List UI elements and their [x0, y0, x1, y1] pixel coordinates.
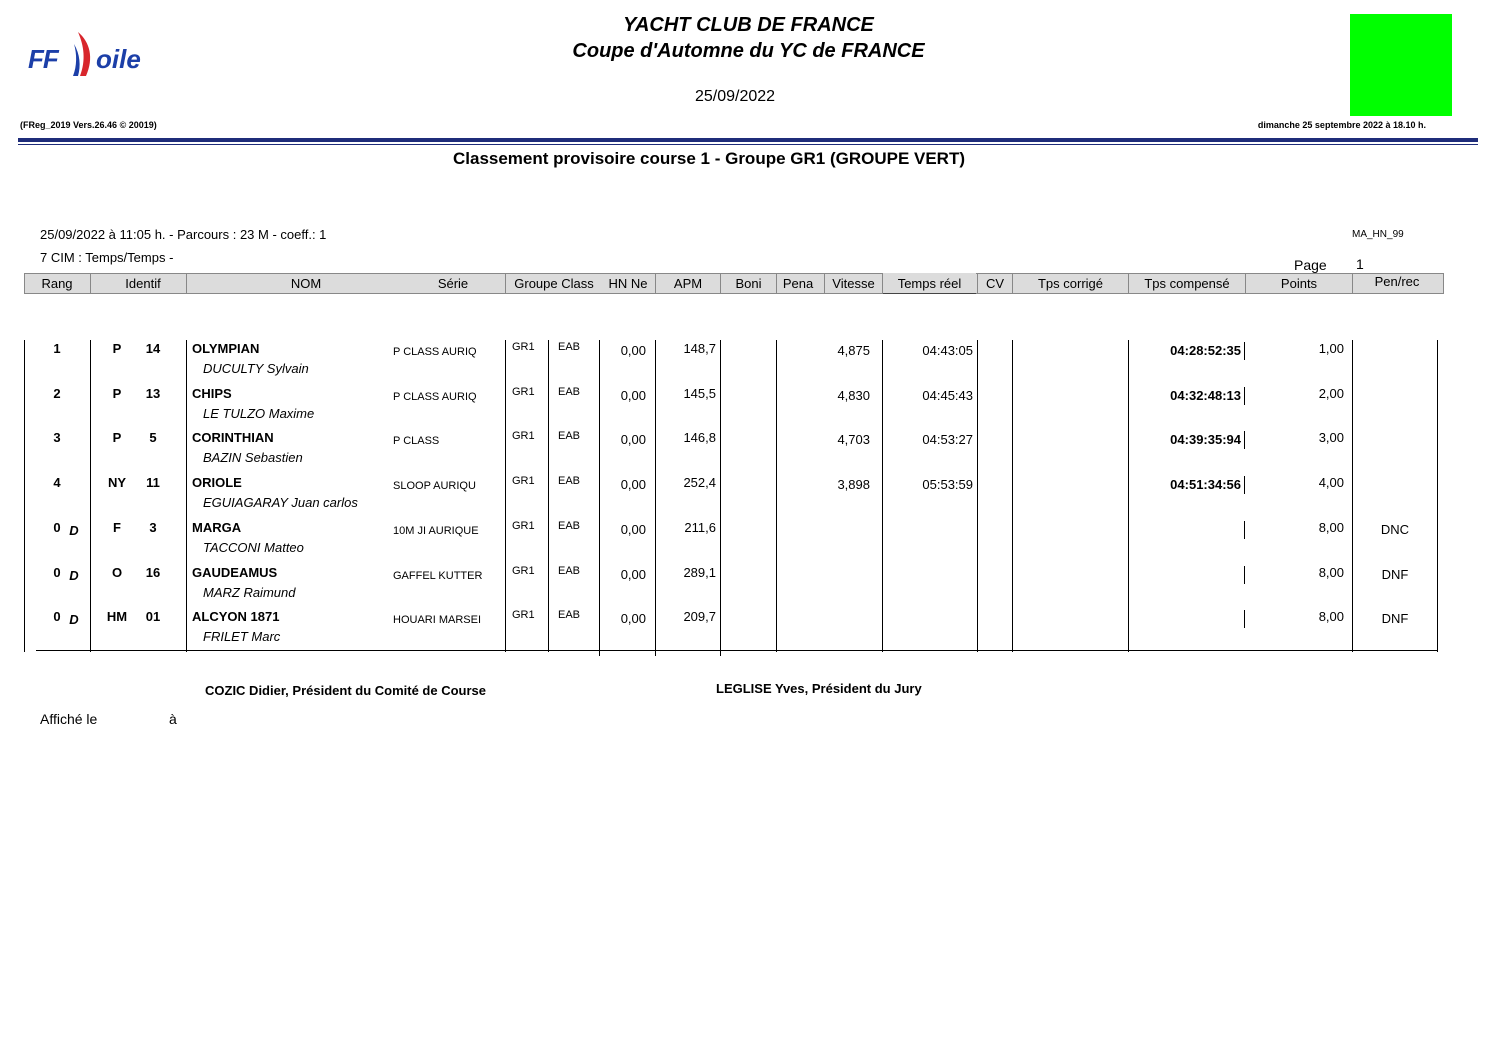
row-tick	[1244, 431, 1245, 449]
cell-groupe: GR1	[512, 341, 535, 353]
ranking-title: Classement provisoire course 1 - Groupe GR1 (GROUPE VERT)	[452, 149, 966, 168]
cell-boat-name: CORINTHIAN	[192, 430, 274, 446]
cell-sail-prefix: O	[111, 564, 123, 580]
cell-serie: HOUARI MARSEI	[393, 614, 482, 627]
cell-groupe: GR1	[512, 385, 535, 398]
row-tick	[1244, 521, 1245, 539]
cell-serie: P CLASS AURIQ	[393, 390, 477, 403]
cell-skipper: LE TULZO Maxime	[203, 405, 315, 421]
col-tps-corrige: Tps corrigé	[1037, 276, 1104, 291]
cell-temps-reel: 05:53:59	[922, 477, 973, 493]
cell-serie: 10M JI AURIQUE	[393, 524, 479, 537]
race-info: 25/09/2022 à 11:05 h. - Parcours : 23 M - coeff.: 1	[40, 227, 327, 242]
cell-skipper: TACCONI Matteo	[203, 539, 304, 555]
cell-rang: 0	[53, 564, 61, 580]
cell-classe: EAB	[558, 341, 581, 353]
cell-hn: 0,00	[620, 566, 646, 582]
col-points: Points	[1280, 276, 1318, 291]
cell-rang: 0	[53, 519, 61, 535]
group-color-flag	[1350, 14, 1452, 116]
form-code: MA_HN_99	[1352, 229, 1404, 240]
page-label: Page	[1294, 257, 1327, 273]
cell-boat-name: OLYMPIAN	[192, 341, 260, 356]
col-apm: APM	[673, 276, 703, 291]
event-title: Coupe d'Automne du YC de FRANCE	[572, 40, 925, 62]
cell-sail-number: 14	[145, 341, 161, 356]
scoring-info: 7 CIM : Temps/Temps -	[40, 250, 174, 265]
software-version: (FReg_2019 Vers.26.46 © 20019)	[20, 120, 157, 130]
cell-vitesse: 4,830	[837, 387, 870, 403]
col-pena: Pena	[782, 276, 814, 291]
cell-sail-prefix: F	[113, 519, 121, 535]
cell-flag: D	[69, 522, 79, 538]
cell-temps-reel: 04:53:27	[922, 432, 973, 448]
club-title: YACHT CLUB DE FRANCE	[623, 14, 874, 36]
cell-sail-number: 11	[146, 475, 160, 491]
col-vitesse: Vitesse	[832, 276, 875, 291]
print-timestamp: dimanche 25 septembre 2022 à 18.10 h.	[1257, 120, 1426, 130]
cell-serie: P CLASS	[393, 435, 440, 448]
cell-points: 2,00	[1318, 385, 1344, 401]
cell-apm: 209,7	[683, 609, 716, 625]
cell-skipper: DUCULTY Sylvain	[203, 361, 309, 376]
jury-president-signature: LEGLISE Yves, Président du Jury	[716, 681, 922, 696]
logo-oile-text: oile	[96, 44, 141, 74]
cell-sail-number: 3	[149, 519, 157, 535]
cell-hn: 0,00	[620, 432, 646, 448]
cell-groupe: GR1	[512, 519, 535, 532]
cell-sail-prefix: HM	[106, 609, 128, 625]
row-tick	[1244, 342, 1245, 360]
cell-pen: DNF	[1381, 566, 1409, 582]
col-hn: HN Ne	[608, 276, 648, 291]
cell-sail-prefix: P	[112, 385, 122, 401]
cell-groupe: GR1	[512, 475, 535, 488]
cell-points: 1,00	[1318, 341, 1344, 356]
cell-skipper: BAZIN Sebastien	[203, 450, 303, 466]
cell-hn: 0,00	[620, 343, 646, 358]
cell-skipper: EGUIAGARAY Juan carlos	[203, 495, 358, 511]
col-rang: Rang	[41, 276, 73, 291]
cell-vitesse: 4,875	[837, 343, 870, 358]
cell-boat-name: MARGA	[192, 519, 242, 535]
posted-label: Affiché le	[40, 711, 98, 727]
cell-sail-prefix: NY	[107, 475, 127, 491]
cell-pen: DNC	[1380, 521, 1410, 537]
cell-groupe: GR1	[512, 430, 535, 443]
col-tps-compense: Tps compensé	[1144, 276, 1230, 291]
row-tick	[1244, 566, 1245, 584]
cell-boat-name: ALCYON 1871	[192, 609, 280, 625]
cell-skipper: FRILET Marc	[203, 629, 281, 645]
col-groupe-class: Groupe Class	[514, 276, 594, 291]
cell-apm: 289,1	[683, 564, 716, 580]
col-serie: Série	[437, 276, 469, 291]
cell-classe: EAB	[558, 385, 581, 398]
cell-tps-compense: 04:51:34:56	[1170, 477, 1241, 493]
row-tick	[720, 609, 721, 627]
cell-tps-compense: 04:28:52:35	[1170, 343, 1241, 358]
row-tick	[720, 386, 721, 404]
cell-rang: 3	[53, 430, 61, 446]
col-cv: CV	[985, 276, 1005, 291]
page-number: 1	[1356, 256, 1364, 272]
cell-rang: 0	[53, 609, 61, 625]
cell-classe: EAB	[558, 609, 581, 622]
cell-sail-number: 16	[145, 564, 161, 580]
cell-boat-name: GAUDEAMUS	[192, 564, 278, 580]
cell-apm: 148,7	[683, 341, 716, 356]
cell-hn: 0,00	[620, 521, 646, 537]
cell-tps-compense: 04:39:35:94	[1170, 432, 1241, 448]
col-identif: Identif	[125, 276, 161, 291]
cell-boat-name: ORIOLE	[192, 475, 242, 491]
cell-points: 4,00	[1318, 475, 1344, 491]
event-date: 25/09/2022	[694, 88, 776, 105]
cell-skipper: MARZ Raimund	[203, 584, 296, 600]
cell-boat-name: CHIPS	[192, 385, 232, 401]
cell-temps-reel: 04:43:05	[922, 343, 973, 358]
cell-points: 3,00	[1318, 430, 1344, 446]
cell-sail-prefix: P	[112, 430, 122, 446]
cell-hn: 0,00	[620, 477, 646, 493]
header-divider-thin	[18, 144, 1478, 145]
cell-serie: GAFFEL KUTTER	[393, 569, 483, 582]
cell-rang: 2	[53, 385, 61, 401]
cell-sail-prefix: P	[112, 341, 122, 356]
col-boni: Boni	[735, 276, 762, 291]
col-nom: NOM	[290, 276, 322, 291]
col-pen-rec: Pen/rec	[1374, 274, 1420, 289]
row-tick	[1244, 610, 1245, 628]
cell-classe: EAB	[558, 519, 581, 532]
header-divider	[18, 138, 1478, 142]
row-tick	[720, 341, 721, 359]
cell-classe: EAB	[558, 475, 581, 488]
cell-apm: 145,5	[683, 385, 716, 401]
row-tick	[720, 520, 721, 538]
cell-temps-reel: 04:45:43	[922, 387, 973, 403]
cell-serie: SLOOP AURIQU	[393, 480, 476, 493]
cell-groupe: GR1	[512, 609, 535, 622]
row-tick	[1244, 387, 1245, 405]
cell-hn: 0,00	[620, 611, 646, 627]
cell-flag: D	[69, 612, 79, 628]
cell-points: 8,00	[1318, 564, 1344, 580]
cell-vitesse: 4,703	[837, 432, 870, 448]
cell-hn: 0,00	[620, 387, 646, 403]
cell-classe: EAB	[558, 564, 581, 577]
row-tick	[720, 475, 721, 493]
cell-sail-number: 01	[145, 609, 161, 625]
table-bottom-line	[36, 650, 1438, 651]
cell-rang: 4	[53, 475, 61, 491]
cell-apm: 252,4	[683, 475, 716, 491]
cell-rang: 1	[53, 341, 61, 356]
cell-serie: P CLASS AURIQ	[393, 346, 477, 358]
cell-groupe: GR1	[512, 564, 535, 577]
logo-ff-text: FF	[28, 44, 58, 74]
posted-at-label: à	[169, 711, 177, 727]
cell-apm: 211,6	[684, 519, 716, 535]
cell-sail-number: 5	[149, 430, 157, 446]
cell-classe: EAB	[558, 430, 581, 443]
race-officer-signature: COZIC Didier, Président du Comité de Course	[205, 683, 486, 698]
cell-vitesse: 3,898	[837, 477, 870, 493]
cell-apm: 146,8	[683, 430, 716, 446]
cell-points: 8,00	[1318, 519, 1344, 535]
col-temps-reel: Temps réel	[883, 273, 976, 294]
row-tick	[720, 430, 721, 448]
cell-pen: DNF	[1381, 611, 1409, 627]
cell-tps-compense: 04:32:48:13	[1170, 387, 1241, 403]
cell-points: 8,00	[1318, 609, 1344, 625]
cell-flag: D	[69, 567, 79, 583]
cell-sail-number: 13	[145, 385, 161, 401]
row-tick	[720, 565, 721, 583]
row-tick	[1244, 476, 1245, 494]
